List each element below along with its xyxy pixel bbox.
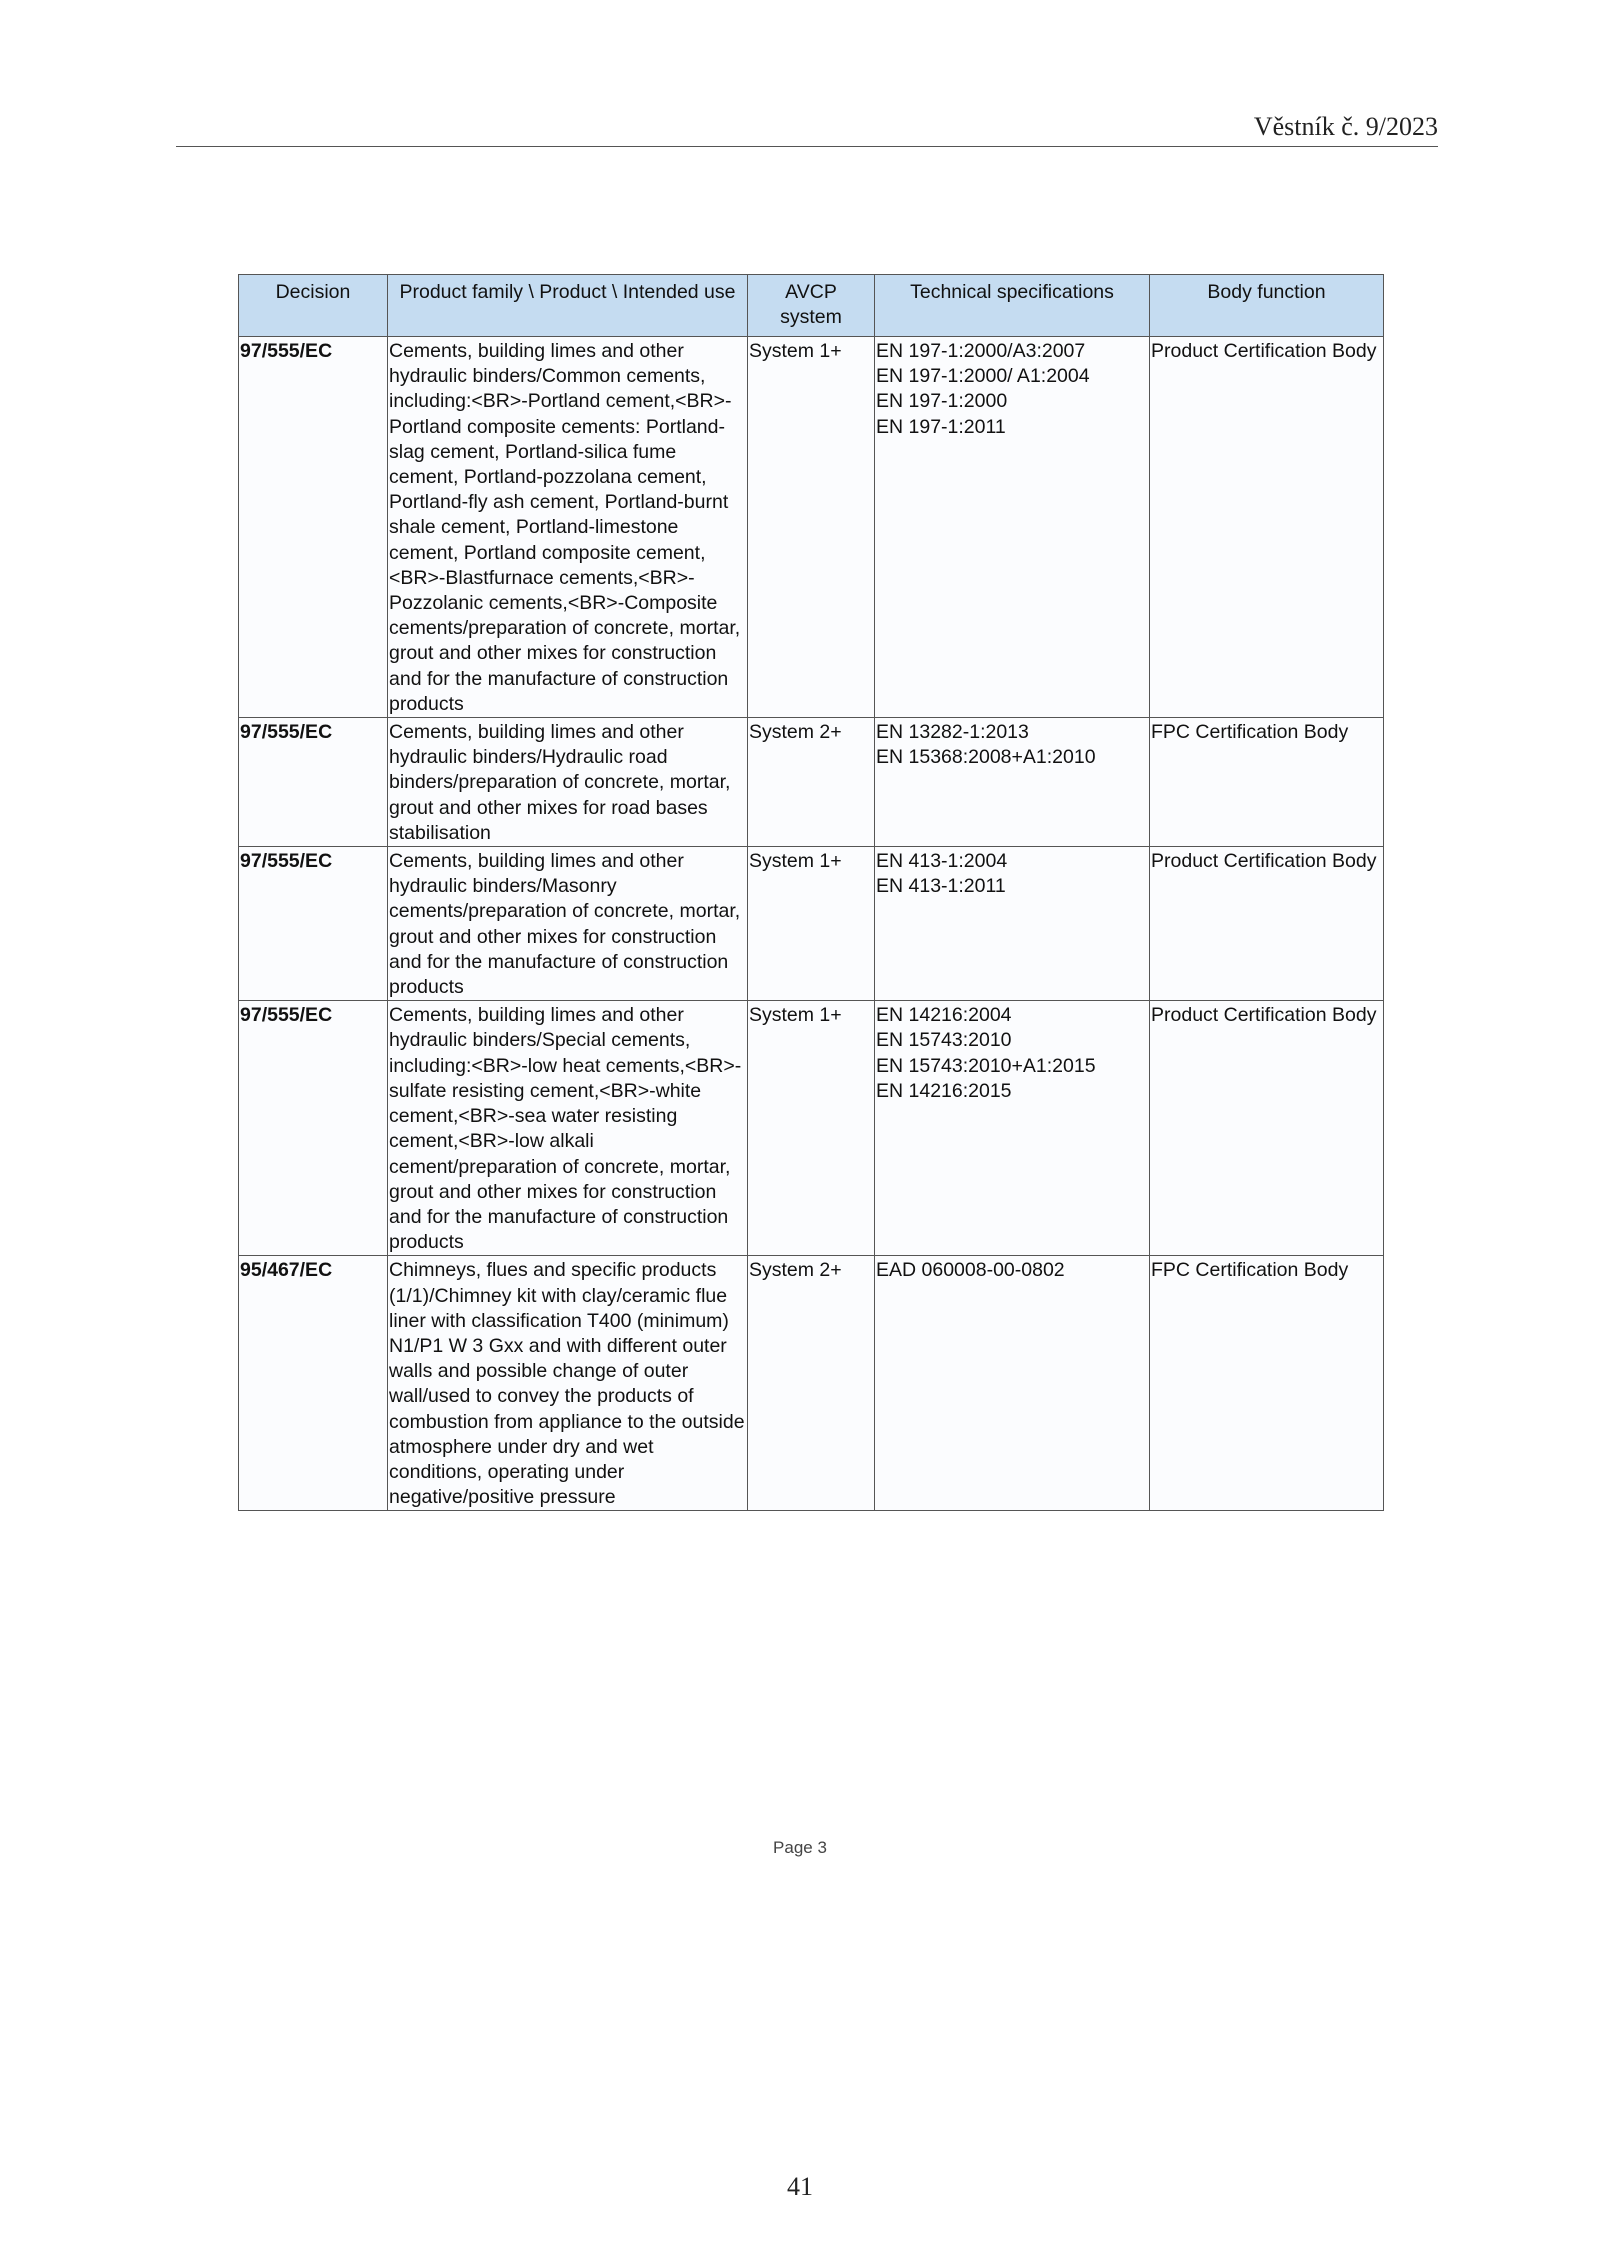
body-function-cell: Product Certification Body — [1150, 1001, 1384, 1256]
avcp-cell: System 1+ — [748, 337, 875, 718]
body-function-cell: Product Certification Body — [1150, 337, 1384, 718]
table-row — [239, 718, 1384, 847]
avcp-cell: System 2+ — [748, 1256, 875, 1511]
avcp-cell: System 2+ — [748, 718, 875, 847]
table-row — [239, 1256, 1384, 1511]
table-body — [239, 337, 1384, 1511]
specification-line: EN 15743:2010+A1:2015 — [876, 1054, 1096, 1077]
avcp-cell: System 1+ — [748, 1001, 875, 1256]
specification-line: EN 197-1:2000/ A1:2004 — [876, 365, 1090, 388]
specification-line: EN 14216:2004 — [876, 1004, 1012, 1027]
specification-line: EN 197-1:2000 — [876, 390, 1008, 413]
column-header-specifications: Technical specifications — [875, 275, 1150, 337]
specifications-cell — [875, 1256, 1150, 1511]
column-header-avcp: AVCP system — [748, 275, 875, 337]
product-cell: Cements, building limes and other hydraulic binders/Masonry cements/preparation of concrete, mortar, grout and other mixes for construction and for the manufacture of construction products — [388, 847, 748, 1001]
specifications-cell — [875, 1001, 1150, 1256]
specification-line: EN 197-1:2000/A3:2007 — [876, 340, 1086, 362]
specification-line: EN 197-1:2011 — [876, 415, 1006, 438]
page-header — [176, 112, 1438, 147]
table-row — [239, 847, 1384, 1001]
column-header-body: Body function — [1150, 275, 1384, 337]
column-header-product: Product family \ Product \ Intended use — [388, 275, 748, 337]
specification-line: EAD 060008-00-0802 — [876, 1259, 1065, 1282]
specification-line: EN 413-1:2004 — [876, 850, 1008, 873]
decision-cell: 97/555/EC — [239, 847, 388, 1001]
table-row — [239, 337, 1384, 718]
specification-line: EN 13282-1:2013 — [876, 721, 1029, 744]
decision-cell: 97/555/EC — [239, 718, 388, 847]
product-cell: Cements, building limes and other hydraulic binders/Hydraulic road binders/preparation of concrete, mortar, grout and other mixes for road bases stabilisation — [388, 718, 748, 847]
header-row — [239, 275, 1384, 337]
decision-cell: 97/555/EC — [239, 337, 388, 718]
table-row — [239, 1001, 1384, 1256]
body-function-cell: FPC Certification Body — [1150, 1256, 1384, 1511]
page-number: 41 — [787, 2172, 813, 2201]
avcp-cell: System 1+ — [748, 847, 875, 1001]
specification-line: EN 15743:2010 — [876, 1029, 1012, 1052]
bulletin-title: Věstník č. 9/2023 — [1253, 112, 1438, 141]
specifications-cell — [875, 718, 1150, 847]
decision-cell: 97/555/EC — [239, 1001, 388, 1256]
specification-line: EN 413-1:2011 — [876, 875, 1006, 898]
certification-table — [238, 274, 1384, 1511]
column-header-decision: Decision — [239, 275, 388, 337]
specification-line: EN 15368:2008+A1:2010 — [876, 746, 1096, 769]
product-cell: Cements, building limes and other hydraulic binders/Common cements, including:<BR>-Portland cement,<BR>-Portland composite cements: Portland-slag cement, Portland-silica fume cement, Portland-pozzolana cement, Portland-fly ash cement, Portland-burnt shale cement, Portland-limestone cement, Portland composite cement,<BR>-Blastfurnace cements,<BR>-Pozzolanic cements,<BR>-Composite cements/preparation of concrete, mortar, grout and other mixes for construction and for the manufacture of construction products — [388, 337, 748, 718]
body-function-cell: FPC Certification Body — [1150, 718, 1384, 847]
decision-cell: 95/467/EC — [239, 1256, 388, 1511]
product-cell: Chimneys, flues and specific products (1/1)/Chimney kit with clay/ceramic flue liner with classification T400 (minimum) N1/P1 W 3 Gxx and with different outer walls and possible change of outer wall/used to convey the products of combustion from appliance to the outside atmosphere under dry and wet conditions, operating under negative/positive pressure — [388, 1256, 748, 1511]
page-label: Page 3 — [773, 1838, 827, 1857]
body-function-cell: Product Certification Body — [1150, 847, 1384, 1001]
specifications-cell — [875, 847, 1150, 1001]
specifications-cell — [875, 337, 1150, 718]
specification-line: EN 14216:2015 — [876, 1079, 1012, 1102]
product-cell: Cements, building limes and other hydraulic binders/Special cements, including:<BR>-low heat cements,<BR>-sulfate resisting cement,<BR>-white cement,<BR>-sea water resisting cement,<BR>-low alkali cement/preparation of concrete, mortar, grout and other mixes for construction and for the manufacture of construction products — [388, 1001, 748, 1256]
table-header — [239, 275, 1384, 337]
